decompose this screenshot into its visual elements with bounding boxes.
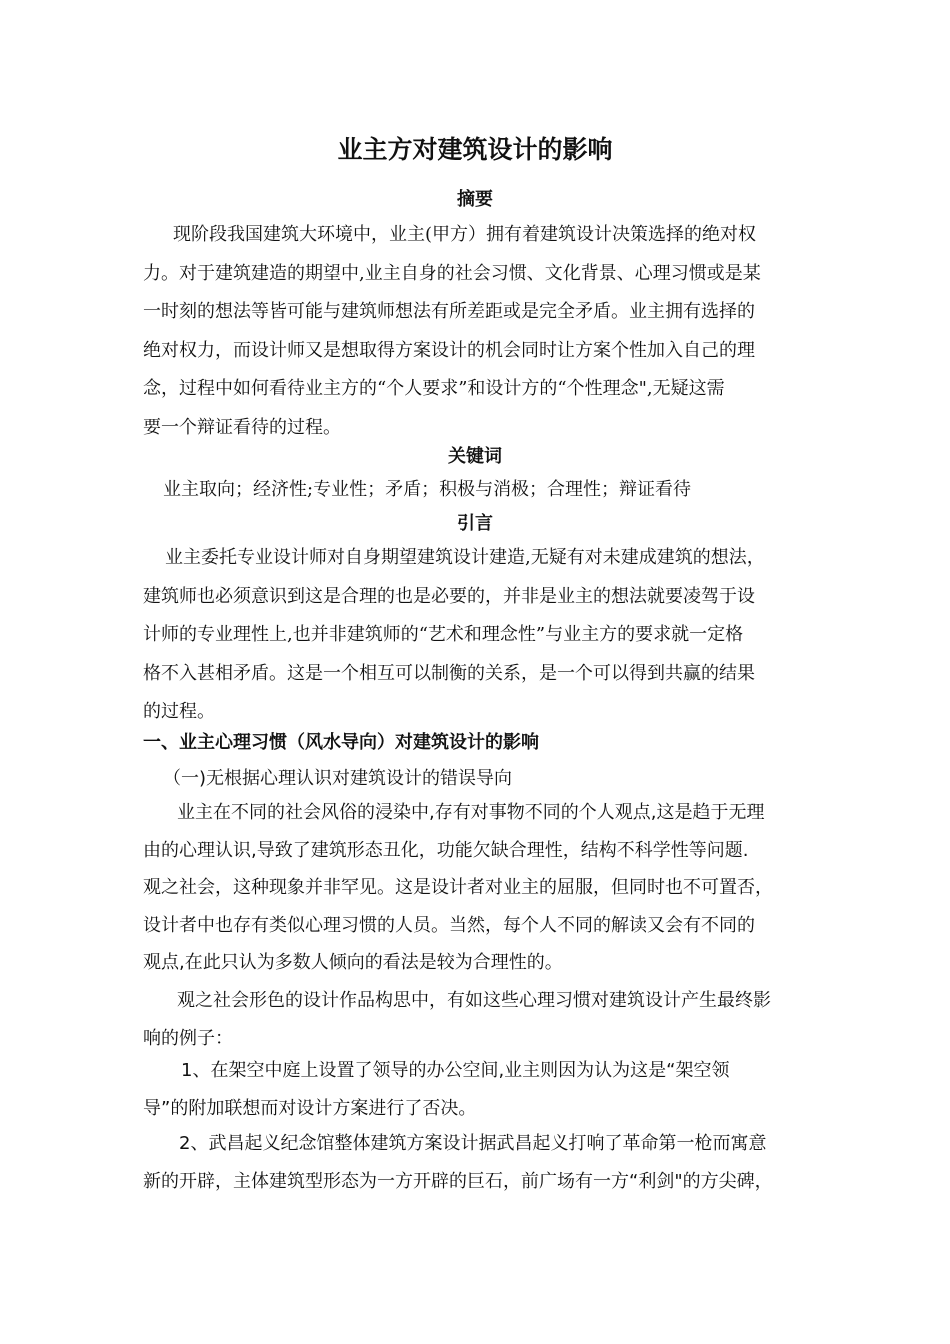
body-line: 由的心理认识,导致了建筑形态丑化，功能欠缺合理性，结构不科学性等问题.: [143, 839, 749, 861]
abstract-heading: 摘要: [457, 189, 493, 210]
abstract-line: 一时刻的想法等皆可能与建筑师想法有所差距或是完全矛盾。业主拥有选择的: [143, 301, 755, 322]
abstract-paragraph: [143, 216, 811, 447]
body-line: 设计者中也存有类似心理习惯的人员。当然，每个人不同的解读又会有不同的: [143, 914, 755, 936]
example-1-paragraph: [143, 1052, 811, 1127]
intro-line: 格不入甚相矛盾。这是一个相互可以制衡的关系，是一个可以得到共赢的结果: [143, 662, 755, 684]
abstract-line: 念，过程中如何看待业主方的“个人要求”和设计方的“个性理念",无疑这需: [143, 378, 725, 399]
body-paragraph-2: [143, 982, 811, 1057]
example-2-paragraph: [143, 1125, 811, 1200]
intro-line: 计师的专业理性上,也并非建筑师的“艺术和理念性”与业主方的要求就一定格: [143, 624, 744, 645]
body-line: 观之社会，这种现象并非罕见。这是设计者对业主的屈服，但同时也不可置否，: [143, 877, 773, 898]
example-line: 新的开辟，主体建筑型形态为一方开辟的巨石，前广场有一方“利剑"的方尖碑，: [143, 1170, 773, 1192]
example-line: 导”的附加联想而对设计方案进行了否决。: [143, 1097, 477, 1119]
intro-line: 的过程。: [143, 701, 215, 722]
example-line: 2、武昌起义纪念馆整体建筑方案设计据武昌起义打响了革命第一枪而寓意: [179, 1133, 767, 1154]
body-line: 响的例子：: [143, 1027, 233, 1049]
keywords-line: 业主取向；经济性;专业性；矛盾；积极与消极；合理性；辩证看待: [163, 479, 692, 500]
document-title: 业主方对建筑设计的影响: [337, 135, 613, 164]
intro-paragraph: [143, 539, 811, 732]
abstract-line: 绝对权力，而设计师又是想取得方案设计的机会同时让方案个性加入自己的理: [143, 339, 755, 361]
intro-line: 业主委托专业设计师对自身期望建筑设计建造,无疑有对未建成建筑的想法，: [165, 547, 765, 568]
abstract-line: 要一个辩证看待的过程。: [143, 416, 341, 438]
body-line: 观点,在此只认为多数人倾向的看法是较为合理性的。: [143, 952, 563, 973]
section-heading: 一、业主心理习惯（风水导向）对建筑设计的影响: [143, 732, 539, 753]
keywords-heading: 关键词: [448, 446, 502, 467]
body-paragraph-1: [143, 794, 811, 982]
body-line: 业主在不同的社会风俗的浸染中,存有对事物不同的个人观点,这是趋于无理: [177, 802, 765, 823]
intro-heading: 引言: [457, 513, 493, 534]
abstract-line: 现阶段我国建筑大环境中，业主(甲方）拥有着建筑设计决策选择的绝对权: [173, 224, 757, 245]
abstract-line: 力。对于建筑建造的期望中,业主自身的社会习惯、文化背景、心理习惯或是某: [143, 262, 761, 284]
body-line: 观之社会形色的设计作品构思中，有如这些心理习惯对建筑设计产生最终影: [177, 990, 771, 1011]
intro-line: 建筑师也必须意识到这是合理的也是必要的，并非是业主的想法就要凌驾于设: [143, 585, 755, 607]
example-line: 1、在架空中庭上设置了领导的办公空间,业主则因为认为这是“架空领: [181, 1060, 730, 1081]
subsection-heading: （一)无根据心理认识对建筑设计的错误导向: [163, 768, 513, 789]
